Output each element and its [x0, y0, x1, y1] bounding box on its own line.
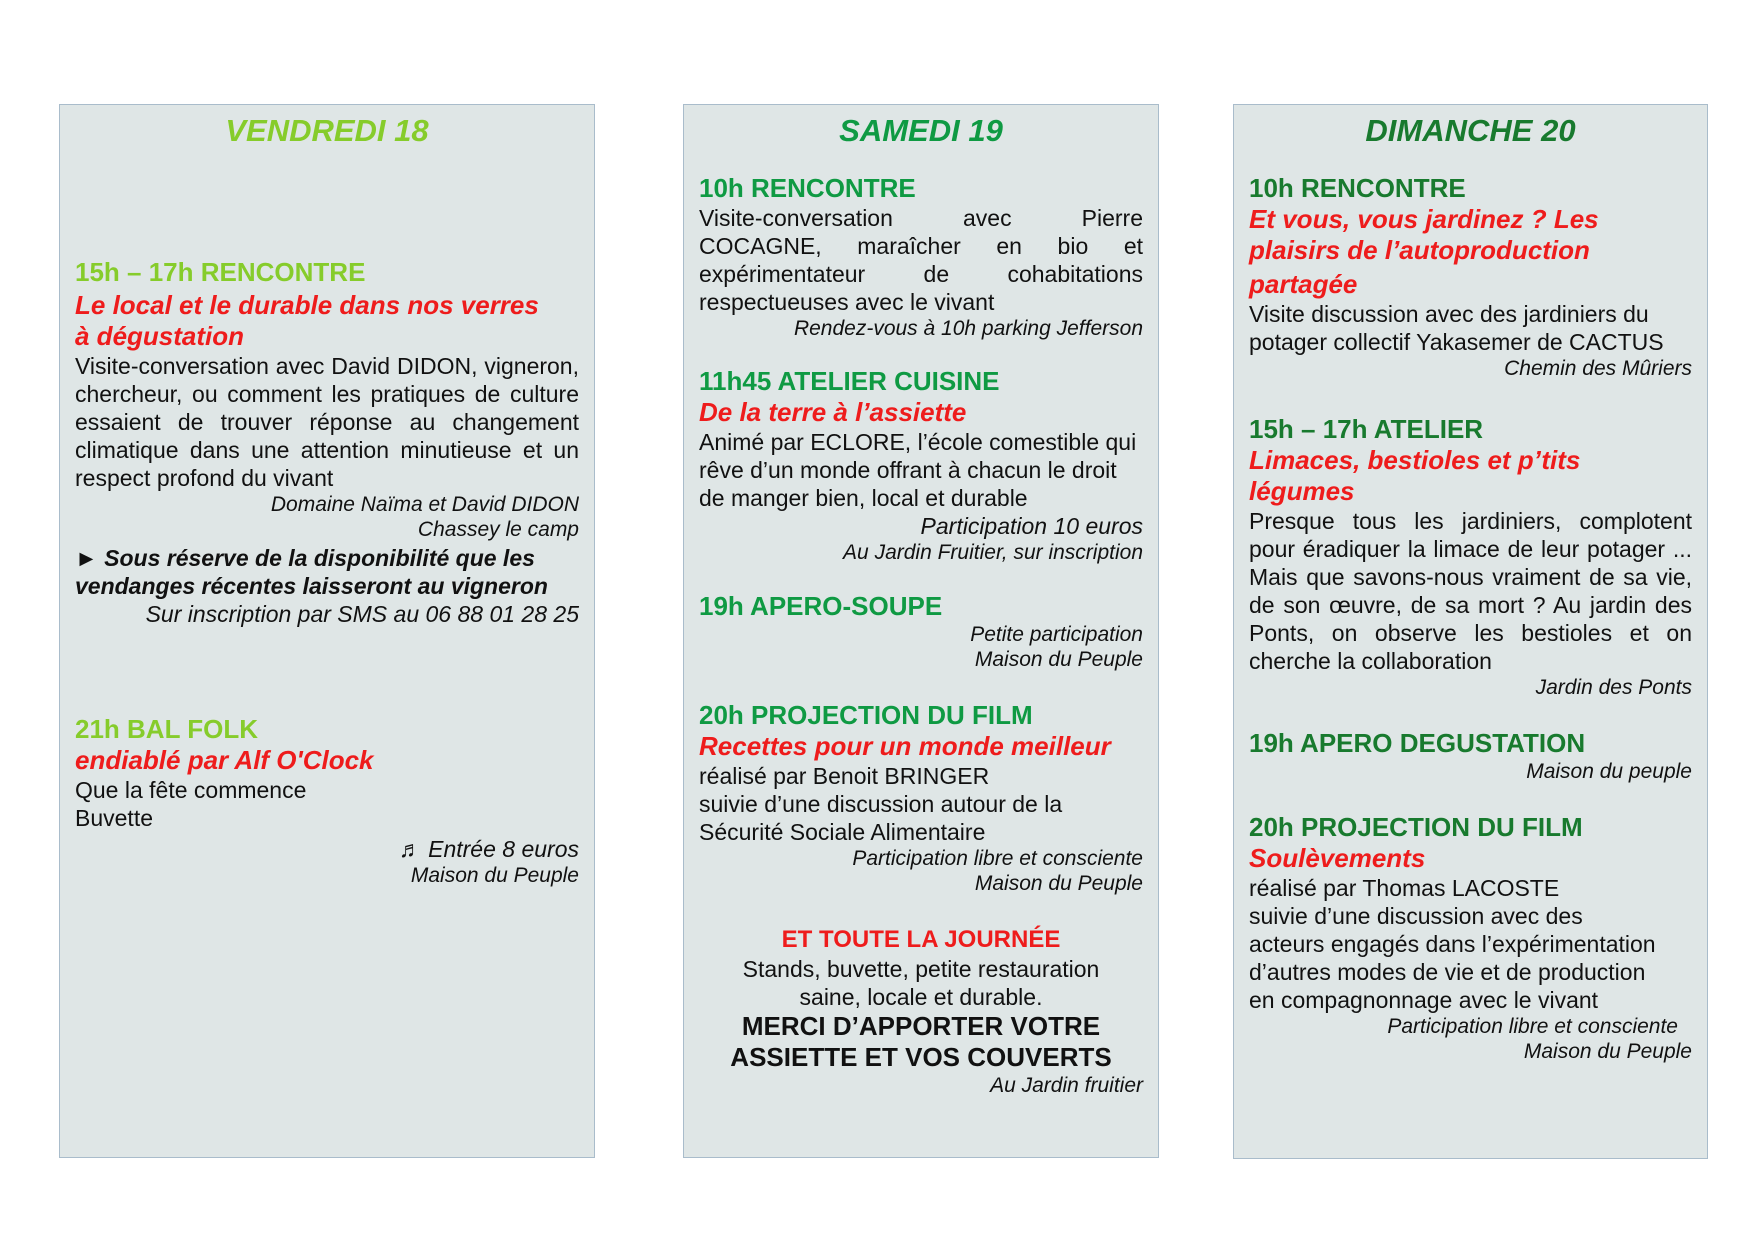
sunday-event1-description: Visite discussion avec des jardiniers du potager collectif Yakasemer de CACTUS	[1249, 301, 1664, 355]
sunday-event4-location: Maison du Peuple	[1523, 1040, 1692, 1063]
sunday-event4-line1: réalisé par Thomas LACOSTE	[1249, 875, 1560, 901]
sunday-event2-title-line1: Limaces, bestioles et p’tits	[1249, 445, 1581, 475]
sunday-event4-line5: en compagnonnage avec le vivant	[1249, 987, 1599, 1013]
saturday-event2-location: Au Jardin Fruitier, sur inscription	[843, 541, 1143, 564]
saturday-allday-line2: saine, locale et durable.	[799, 984, 1043, 1010]
saturday-event4-line1: réalisé par Benoit BRINGER	[699, 763, 990, 789]
friday-heading: VENDREDI 18	[225, 113, 429, 148]
saturday-event3-location: Maison du Peuple	[974, 648, 1143, 671]
saturday-event4-time: 20h PROJECTION DU FILM	[699, 700, 1033, 730]
sunday-event2-time: 15h – 17h ATELIER	[1249, 414, 1484, 444]
saturday-event1-location: Rendez-vous à 10h parking Jefferson	[793, 317, 1143, 340]
friday-event1-title-line1: Le local et le durable dans nos verres	[75, 290, 539, 320]
friday-event2-price: ♬ Entrée 8 euros	[398, 836, 579, 862]
sunday-event1-title-line2: plaisirs de l’autoproduction	[1249, 235, 1590, 265]
saturday-event4-location: Maison du Peuple	[974, 872, 1143, 895]
sunday-event4-time: 20h PROJECTION DU FILM	[1249, 812, 1583, 842]
friday-event1-location1: Domaine Naïma et David DIDON	[270, 493, 579, 516]
sunday-event4-line2: suivie d’une discussion avec des	[1249, 903, 1583, 929]
saturday-event2-title: De la terre à l’assiette	[699, 397, 967, 427]
saturday-event2-description: Animé par ECLORE, l’école comestible qui rêve d’un monde offrant à chacun le droit de manger bien, local et durable	[699, 429, 1137, 511]
sunday-event3-time: 19h APERO DEGUSTATION	[1249, 728, 1586, 758]
friday-event2-time: 21h BAL FOLK	[75, 714, 258, 744]
saturday-event4-title: Recettes pour un monde meilleur	[699, 731, 1111, 761]
friday-event1-note: ► Sous réserve de la disponibilité que les vendanges récentes laisseront au vigneron	[75, 545, 548, 599]
saturday-heading: SAMEDI 19	[839, 113, 1003, 148]
saturday-event3-time: 19h APERO-SOUPE	[699, 591, 943, 621]
friday-event2-title: endiablé par Alf O'Clock	[75, 745, 374, 775]
sunday-heading: DIMANCHE 20	[1365, 113, 1576, 148]
sunday-event1-location: Chemin des Mûriers	[1504, 357, 1692, 380]
sunday-event4-title: Soulèvements	[1249, 843, 1426, 873]
saturday-event4-price: Participation libre et consciente	[852, 847, 1143, 870]
sunday-event1-title-line1: Et vous, vous jardinez ? Les	[1249, 204, 1599, 234]
friday-event1-sms: Sur inscription par SMS au 06 88 01 28 25	[145, 601, 579, 627]
saturday-event4-line3: Sécurité Sociale Alimentaire	[699, 819, 986, 845]
friday-event1-location2: Chassey le camp	[417, 518, 579, 541]
saturday-column	[683, 104, 1159, 1158]
sunday-event4-price: Participation libre et consciente	[1387, 1015, 1678, 1038]
sunday-event3-location: Maison du peuple	[1526, 760, 1692, 783]
friday-column	[59, 104, 595, 1158]
saturday-event4-line2: suivie d’une discussion autour de la	[699, 791, 1063, 817]
sunday-event2-description: Presque tous les jardiniers, complotent pour éradiquer la limace de leur potager ... Mais que savons-nous vraiment de sa vie, de son œuvre, de sa mort ? Au jardin des Ponts, on observe les bestioles et on cherche la collaboration	[1249, 508, 1692, 674]
sunday-event1-time: 10h RENCONTRE	[1249, 173, 1466, 203]
saturday-allday-notice1: MERCI D’APPORTER VOTRE	[741, 1011, 1101, 1041]
saturday-event1-description: Visite-conversation avec Pierre COCAGNE, maraîcher en bio et expérimentateur de cohabitations respectueuses avec le vivant	[699, 205, 1143, 315]
saturday-allday-line1: Stands, buvette, petite restauration	[742, 956, 1100, 982]
saturday-event2-price: Participation 10 euros	[920, 513, 1143, 539]
saturday-allday-heading: ET TOUTE LA JOURNÉE	[781, 926, 1061, 953]
saturday-event1-time: 10h RENCONTRE	[699, 173, 916, 203]
saturday-allday-location: Au Jardin fruitier	[990, 1074, 1143, 1097]
sunday-event4-line4: d’autres modes de vie et de production	[1249, 959, 1646, 985]
sunday-event1-title-line3: partagée	[1249, 269, 1358, 299]
saturday-event3-price: Petite participation	[970, 623, 1143, 646]
saturday-event2-time: 11h45 ATELIER CUISINE	[699, 366, 1000, 396]
friday-event2-line1: Que la fête commence	[75, 777, 307, 803]
friday-event1-title-line2: à dégustation	[75, 321, 245, 351]
sunday-event2-title-line2: légumes	[1249, 476, 1355, 506]
friday-event1-description: Visite-conversation avec David DIDON, vigneron, chercheur, ou comment les pratiques de culture essaient de trouver réponse au changement climatique dans une attention minutieuse et un respect profond du vivant	[75, 353, 579, 491]
sunday-event4-line3: acteurs engagés dans l’expérimentation	[1249, 931, 1656, 957]
saturday-allday-notice2: ASSIETTE ET VOS COUVERTS	[730, 1042, 1112, 1072]
friday-event2-location: Maison du Peuple	[410, 864, 579, 887]
sunday-column	[1233, 104, 1708, 1159]
friday-event1-time: 15h – 17h RENCONTRE	[75, 257, 366, 287]
friday-event2-line2: Buvette	[75, 805, 153, 831]
sunday-event2-location: Jardin des Ponts	[1535, 676, 1692, 699]
